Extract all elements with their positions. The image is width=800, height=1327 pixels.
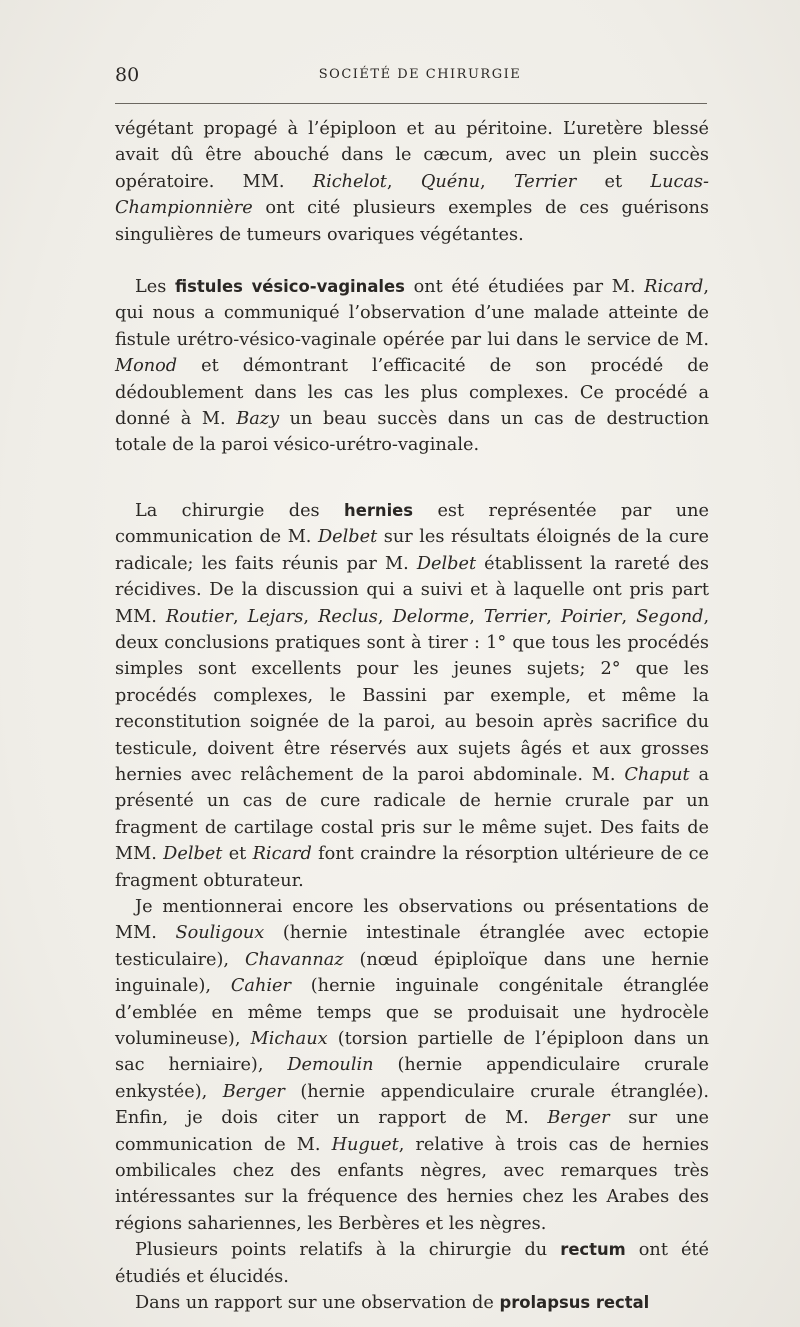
text-run: (torsion partielle de l’épiploon dans un sac herniaire),	[115, 1029, 709, 1076]
text-run: et	[222, 844, 253, 865]
text-run: La chirurgie des	[135, 500, 345, 521]
running-head	[115, 64, 707, 88]
surgeon-name: Delbet	[416, 553, 477, 574]
text-run: (nœud épiploïque dans une hernie inguinale),	[115, 949, 709, 997]
header-rule	[115, 103, 707, 104]
text-run: (hernie appendiculaire crurale enkystée),	[115, 1055, 709, 1102]
text-run: Les	[135, 277, 175, 298]
surgeon-name: Delbet	[317, 527, 378, 548]
paragraph	[115, 498, 709, 894]
running-title: SOCIÉTÉ DE CHIRURGIE	[318, 67, 522, 82]
surgeon-name: Poirier	[560, 606, 622, 627]
text-run: (hernie inguinale congénitale étranglée d’emblée en même temps que se produisait une hydrocèle volumineuse),	[115, 976, 709, 1049]
text-run: , qui nous a communiqué l’observation d’une malade atteinte de fistule urétro-vésico-vaginale opérée par lui dans le service de M.	[115, 277, 709, 350]
surgeon-name: Delorme	[392, 606, 470, 627]
surgeon-name: Berger	[547, 1108, 610, 1129]
text-run: ,	[377, 606, 393, 627]
text-run: (hernie intestinale étranglée avec ectopie testiculaire),	[115, 923, 709, 970]
paragraph	[115, 894, 709, 1237]
page-number: 80	[115, 64, 140, 86]
surgeon-name: Souligoux	[175, 923, 265, 944]
surgeon-name: Berger	[222, 1081, 285, 1102]
surgeon-name: Richelot	[312, 171, 387, 192]
surgeon-name: Chaput	[624, 764, 690, 785]
text-run: végétant propagé à l’épiploon et au péritoine. L’uretère blessé avait dû être abouché dans le cæcum, avec un plein succès opératoire. MM.	[115, 119, 709, 192]
text-run: sur les résultats éloignés de la cure radicale; les faits réunis par M.	[115, 527, 709, 574]
bold-keyword: prolapsus rectal	[499, 1293, 650, 1313]
surgeon-name: Huguet	[331, 1134, 399, 1155]
text-run: ,	[621, 606, 637, 627]
bold-keyword: rectum	[560, 1240, 626, 1260]
surgeon-name: Michaux	[250, 1029, 328, 1049]
surgeon-name: Reclus	[318, 606, 378, 627]
surgeon-name: Segond	[636, 606, 704, 627]
text-run: est représentée par une communication de M.	[115, 500, 709, 548]
surgeon-name: Ricard	[252, 844, 312, 865]
text-run: Plusieurs points relatifs à la chirurgie du	[135, 1240, 561, 1261]
text-run: établissent la rareté des récidives. De la discussion qui a suivi et à laquelle ont pris part MM.	[115, 553, 709, 627]
surgeon-name: Lucas-Championnière	[115, 171, 709, 219]
text-run: ,	[546, 606, 561, 627]
text-run: (hernie appendiculaire crurale étranglée). Enfin, je dois citer un rapport de M.	[115, 1081, 709, 1129]
surgeon-name: Terrier	[483, 606, 547, 627]
surgeon-name: Routier	[165, 606, 233, 627]
surgeon-name: Terrier	[513, 171, 577, 192]
text-run: font craindre la résorption ultérieure de ce fragment obturateur.	[115, 844, 710, 891]
text-run: , relative à trois cas de hernies ombilicales chez des enfants nègres, avec remarques très intéressantes sur la fréquence des hernies chez les Arabes des régions sahariennes, les Berbères et les nègres.	[115, 1134, 710, 1234]
text-run: ont cité plusieurs exemples de ces guérisons singulières de tumeurs ovariques végétantes.	[115, 198, 709, 245]
text-run: ont été étudiés et élucidés.	[115, 1240, 710, 1287]
paragraph	[115, 116, 709, 248]
body-text	[115, 116, 709, 1316]
text-run: ,	[386, 171, 421, 192]
paragraph	[115, 1290, 709, 1316]
text-run: et démontrant l’efficacité de son procédé de dédoublement dans les cas les plus complexes. Ce procédé a donné à M.	[115, 356, 709, 430]
surgeon-name: Ricard	[644, 277, 704, 298]
paragraph	[115, 274, 709, 459]
bold-keyword: fistules vésico-vaginales	[174, 277, 405, 297]
surgeon-name: Quénu	[420, 171, 480, 192]
text-run: un beau succès dans un cas de destruction totale de la paroi vésico-urétro-vaginale.	[115, 409, 709, 456]
text-run: ,	[232, 606, 248, 627]
text-run: et	[576, 171, 651, 192]
surgeon-name: Chavannaz	[244, 949, 344, 970]
text-run: ont été étudiées par M.	[404, 277, 645, 298]
text-run: a présenté un cas de cure radicale de hernie crurale par un fragment de cartilage costal pris sur le même sujet. Des faits de MM.	[115, 764, 709, 865]
text-run: Je mentionnerai encore les observations ou présentations de MM.	[115, 896, 709, 944]
surgeon-name: Lejars	[247, 606, 304, 627]
text-run: , deux conclusions pratiques sont à tirer : 1° que tous les procédés simples sont excellents pour les jeunes sujets; 2° que les procédés complexes, le Bassini par exemple, et même la reconstitution soignée de la paroi, au besoin après sacrifice du testicule, doivent être réservés aux sujets âgés et aux grosses hernies avec relâchement de la paroi abdominale. M.	[115, 606, 710, 785]
bold-keyword: hernies	[344, 500, 414, 520]
text-run: ,	[303, 606, 319, 627]
surgeon-name: Delbet	[163, 844, 223, 865]
text-run: ,	[479, 171, 514, 192]
text-run: sur une communication de M.	[115, 1108, 709, 1155]
text-run: Dans un rapport sur une observation de	[135, 1293, 500, 1314]
surgeon-name: Monod	[115, 356, 178, 377]
text-run: ,	[469, 606, 484, 627]
surgeon-name: Cahier	[230, 976, 291, 997]
paragraph	[115, 1237, 709, 1290]
surgeon-name: Demoulin	[287, 1055, 374, 1076]
surgeon-name: Bazy	[236, 409, 280, 430]
